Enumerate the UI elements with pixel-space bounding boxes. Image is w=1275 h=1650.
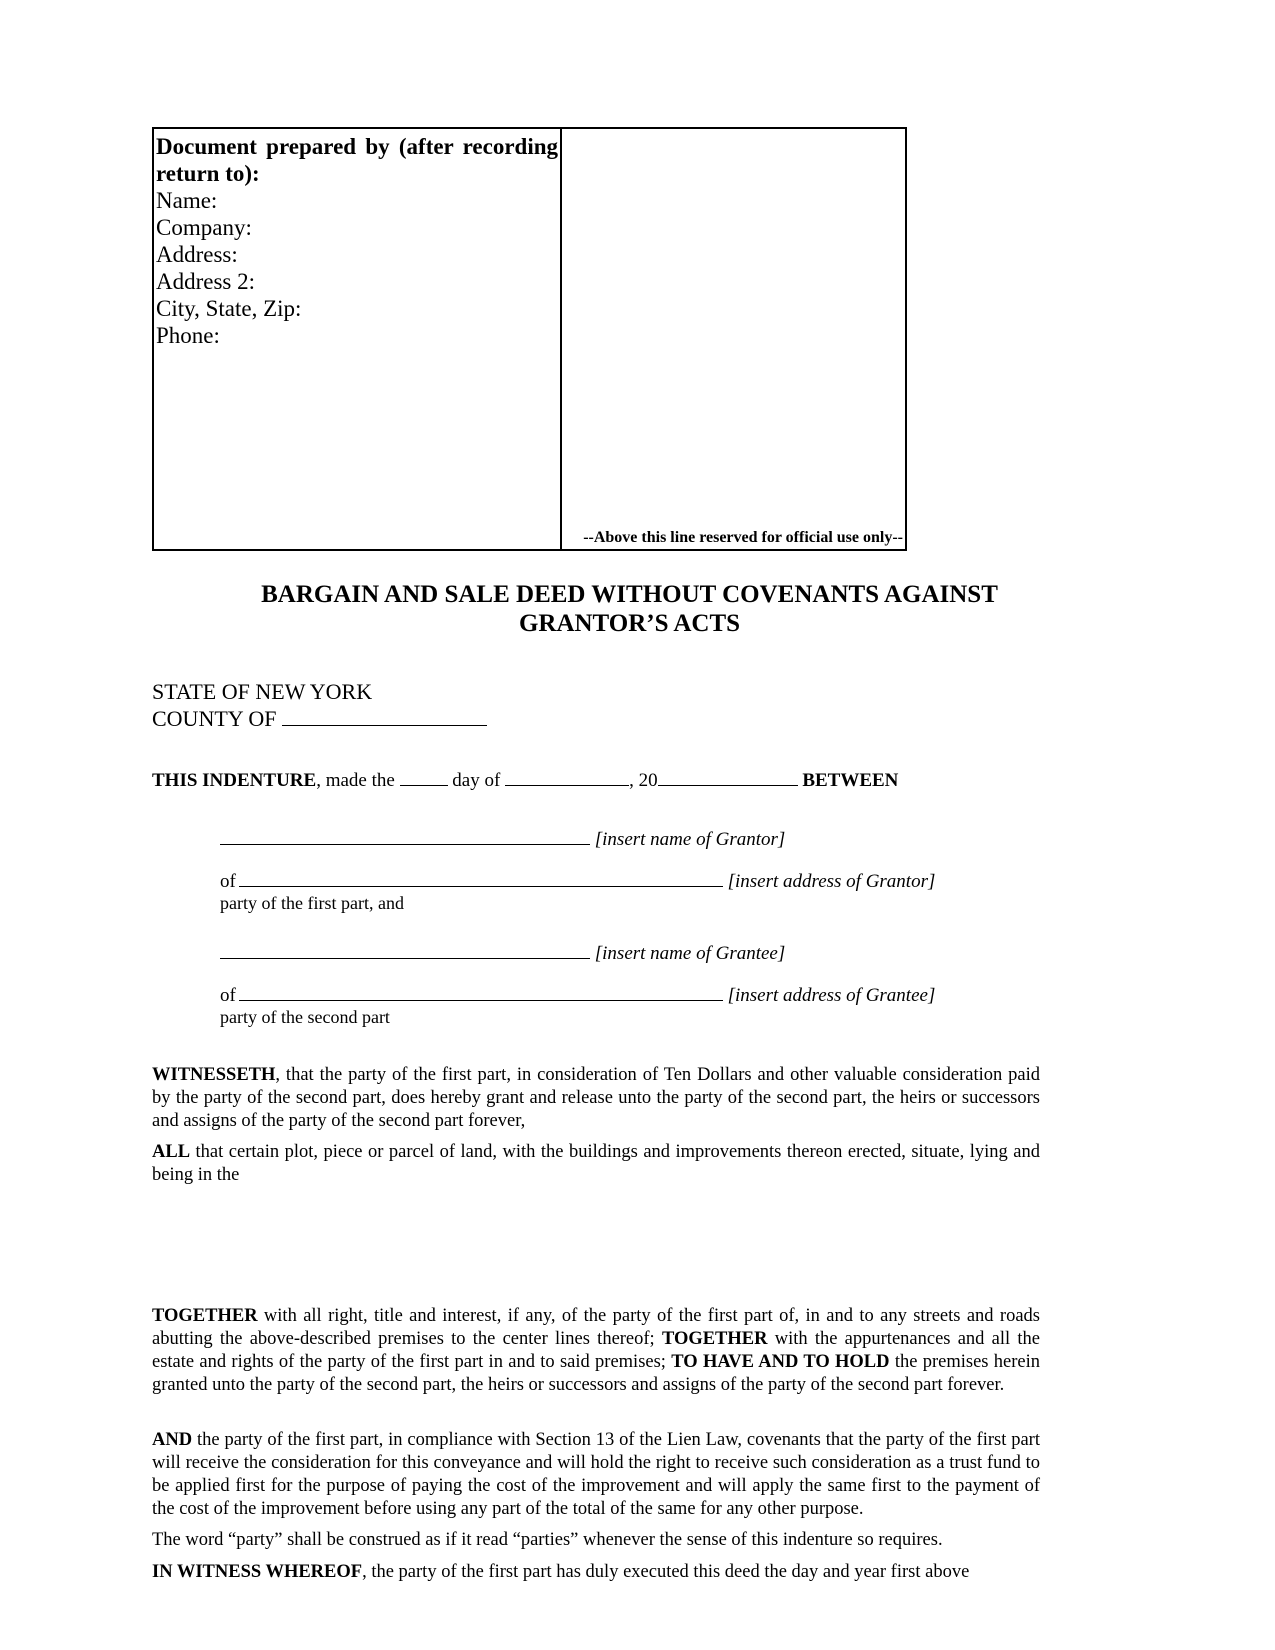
venue xyxy=(152,678,487,732)
of-label: of xyxy=(220,871,236,892)
all-clause xyxy=(152,1141,1040,1187)
made-the-text: , made the xyxy=(316,770,395,791)
together-clause xyxy=(152,1305,1040,1397)
venue-state: STATE OF NEW YORK xyxy=(152,679,373,704)
preparer-box xyxy=(152,127,907,551)
together-text-2: with the appurtenances and all the estate and rights of the party of the first part in and to said premises; xyxy=(152,1329,1040,1372)
grantee-name-blank[interactable] xyxy=(220,940,590,959)
year-blank[interactable] xyxy=(658,767,798,786)
all-bold: ALL xyxy=(152,1142,191,1162)
official-use-note: --Above this line reserved for official use only-- xyxy=(583,529,903,546)
and-bold: AND xyxy=(152,1430,193,1450)
of-label: of xyxy=(220,985,236,1006)
preparer-info xyxy=(154,129,562,549)
grantee-address-hint: [insert address of Grantee] xyxy=(727,985,936,1006)
grantor-address-hint: [insert address of Grantor] xyxy=(727,871,936,892)
day-blank[interactable] xyxy=(400,767,448,786)
preparer-heading: Document prepared by (after recording return to): xyxy=(156,134,558,186)
field-phone: Phone: xyxy=(156,323,220,348)
field-name: Name: xyxy=(156,188,218,213)
indenture-line xyxy=(152,767,898,792)
county-label: COUNTY OF xyxy=(152,706,277,731)
together-text-1: with all right, title and interest, if any, of the party of the first part of, in and to any streets and roads abutting the above-described premises to the center lines thereof; xyxy=(152,1306,1040,1349)
together-bold-1: TOGETHER xyxy=(152,1306,258,1326)
witness-bold: IN WITNESS WHEREOF xyxy=(152,1562,363,1582)
field-address: Address: xyxy=(156,242,238,267)
second-part-label: party of the second part xyxy=(220,1007,390,1027)
indenture-lead: THIS INDENTURE xyxy=(152,770,317,791)
document-title xyxy=(152,580,1107,638)
grantee-name-line xyxy=(220,940,785,965)
grantor-name-hint: [insert name of Grantor] xyxy=(594,829,786,850)
grantor-name-line xyxy=(220,826,785,851)
first-part-label: party of the first part, and xyxy=(220,893,404,913)
witnesseth-clause xyxy=(152,1064,1040,1133)
title-line-2: GRANTOR’S ACTS xyxy=(518,610,741,637)
grantee-address-blank[interactable] xyxy=(239,982,723,1001)
field-city-state-zip: City, State, Zip: xyxy=(156,296,302,321)
county-blank[interactable] xyxy=(282,707,487,726)
grantee-name-hint: [insert name of Grantee] xyxy=(594,943,786,964)
lien-law-clause xyxy=(152,1429,1040,1521)
venue-county xyxy=(152,705,487,732)
day-of-text: day of xyxy=(452,770,501,791)
field-company: Company: xyxy=(156,215,252,240)
grantor-name-blank[interactable] xyxy=(220,826,590,845)
year-prefix: , 20 xyxy=(629,770,658,791)
title-line-1: BARGAIN AND SALE DEED WITHOUT COVENANTS AGAINST xyxy=(261,581,998,608)
witness-text: , the party of the first part has duly executed this deed the day and year first above xyxy=(362,1562,970,1582)
party-construction-clause: The word “party” shall be construed as if it read “parties” whenever the sense of this indenture so requires. xyxy=(152,1530,943,1550)
in-witness-clause xyxy=(152,1561,1040,1584)
month-blank[interactable] xyxy=(505,767,629,786)
habendum-bold: TO HAVE AND TO HOLD xyxy=(671,1352,890,1372)
witnesseth-bold: WITNESSETH xyxy=(152,1065,276,1085)
grantor-address-blank[interactable] xyxy=(239,868,723,887)
between-text: BETWEEN xyxy=(802,770,899,791)
witnesseth-text: , that the party of the first part, in consideration of Ten Dollars and other valuable consideration paid by the party of the second part, does hereby grant and release unto the party of the second part, the heirs or successors and assigns of the party of the second part forever, xyxy=(152,1065,1040,1131)
field-address-2: Address 2: xyxy=(156,269,256,294)
and-text: the party of the first part, in compliance with Section 13 of the Lien Law, covenants that the party of the first part will receive the consideration for this conveyance and will hold the right to receive such consideration as a trust fund to be applied first for the purpose of paying the cost of the improvement and will apply the same first to the payment of the cost of the improvement before using any part of the total of the same for any other purpose. xyxy=(152,1430,1040,1519)
grantee-address-line xyxy=(220,982,935,1007)
habendum-text: the premises herein granted unto the party of the second part, the heirs or successors and assigns of the party of the second part forever. xyxy=(152,1352,1040,1395)
together-bold-2: TOGETHER xyxy=(661,1329,768,1349)
all-text: that certain plot, piece or parcel of land, with the buildings and improvements thereon erected, situate, lying and being in the xyxy=(152,1142,1040,1185)
grantor-address-line xyxy=(220,868,935,893)
